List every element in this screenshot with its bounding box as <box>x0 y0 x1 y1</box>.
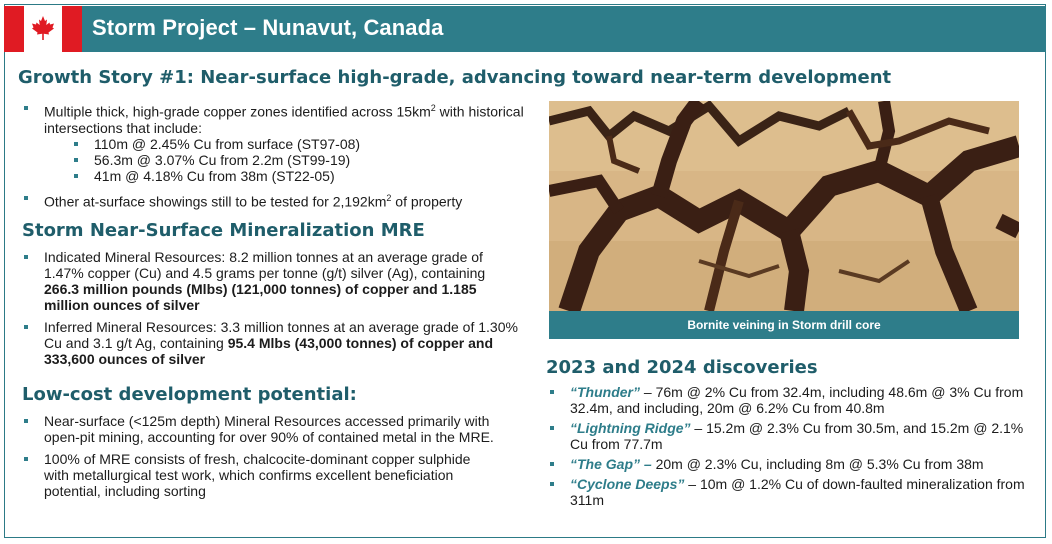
bullet-text: Indicated Mineral Resources: 8.2 million tonnes at an average grade of 1.47% copper (Cu) and 4.5 grams per tonne (g/t) silver (Ag), containing <box>44 249 486 281</box>
list-item <box>18 190 533 210</box>
bullet-text: Inferred Mineral Resources: 3.3 million tonnes at an average grade of 1.30% Cu and 3.1 g/t Ag, containing <box>44 319 518 351</box>
superscript: 2 <box>386 192 392 203</box>
page-title: Storm Project – Nunavut, Canada <box>92 15 444 40</box>
growth-story-heading: Growth Story #1: Near-surface high-grade, advancing toward near-term development <box>18 67 892 88</box>
bullet-text: with historical intersections that include: <box>44 103 524 136</box>
canada-flag-icon <box>4 6 82 52</box>
mre-bullets <box>18 249 518 371</box>
sub-list-item: 56.3m @ 3.07% Cu from 2.2m (ST99-19) <box>44 152 533 168</box>
growth-bullets <box>18 100 533 213</box>
discovery-text: – 76m @ 2% Cu from 32.4m, including 48.6m @ 3% Cu from 32.4m, and including, 20m @ 6.2% Cu from 40.8m <box>570 384 1024 416</box>
bornite-vein-image <box>549 101 1019 311</box>
discovery-name: “The Gap” – <box>570 456 652 472</box>
list-item <box>18 249 518 313</box>
intersection-sublist <box>44 136 533 184</box>
discoveries-heading: 2023 and 2024 discoveries <box>546 357 818 378</box>
bullet-text: Multiple thick, high-grade copper zones identified across 15km <box>44 103 431 120</box>
superscript: 2 <box>430 103 436 113</box>
discovery-text: – 10m @ 1.2% Cu of down-faulted mineralization from 311m <box>570 476 1025 508</box>
bullet-bold-text: 266.3 million pounds (Mlbs) (121,000 tonnes) of copper and 1.185 million ounces of silver <box>44 281 477 313</box>
list-item <box>18 319 518 367</box>
list-item <box>544 476 1034 508</box>
discovery-text: 20m @ 2.3% Cu, including 8m @ 5.3% Cu from 38m <box>651 456 984 472</box>
bullet-text: of property <box>391 193 463 210</box>
list-item <box>544 456 1034 472</box>
sub-list-item: 110m @ 2.45% Cu from surface (ST97-08) <box>44 136 533 152</box>
discovery-text: – 15.2m @ 2.3% Cu from 30.5m, and 15.2m @ 2.1% Cu from 77.7m <box>570 420 1024 452</box>
discovery-name: “Cyclone Deeps” <box>570 476 685 492</box>
discovery-name: “Thunder” <box>570 384 640 400</box>
list-item: Near-surface (<125m depth) Mineral Resources accessed primarily with open-pit mining, accounting for over 90% of contained metal in the MRE. <box>18 413 498 445</box>
photo-caption: Bornite veining in Storm drill core <box>549 311 1019 339</box>
discovery-name: “Lightning Ridge” <box>570 420 691 436</box>
maple-leaf-icon <box>32 16 54 40</box>
lowcost-heading: Low-cost development potential: <box>22 384 357 405</box>
drill-core-photo <box>549 101 1019 311</box>
sub-list-item: 41m @ 4.18% Cu from 38m (ST22-05) <box>44 168 533 184</box>
mre-heading: Storm Near-Surface Mineralization MRE <box>22 220 425 241</box>
bullet-text: Other at-surface showings still to be tested for 2,192km <box>44 193 387 210</box>
lowcost-bullets <box>18 413 498 503</box>
bullet-bold-text: 95.4 Mlbs (43,000 tonnes) of copper and 333,600 ounces of silver <box>44 335 493 367</box>
list-item <box>544 384 1034 416</box>
list-item <box>544 420 1034 452</box>
discoveries-bullets <box>544 384 1034 512</box>
list-item: 100% of MRE consists of fresh, chalcocite-dominant copper sulphide with metallurgical test work, which confirms excellent beneficiation potential, including sorting <box>18 451 498 499</box>
list-item <box>18 100 533 184</box>
